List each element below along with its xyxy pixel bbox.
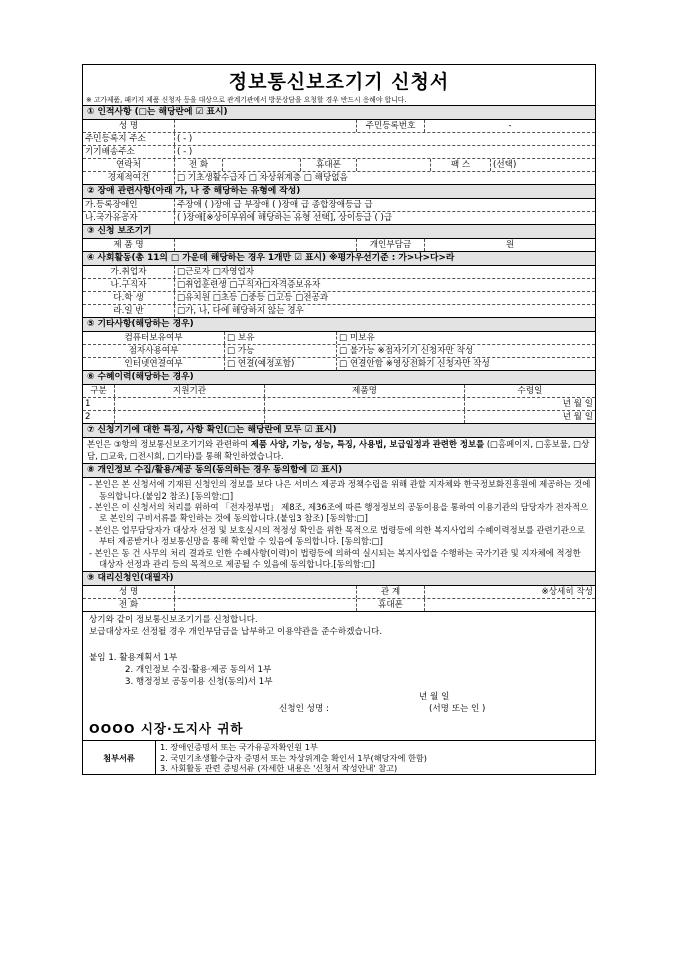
- activity-row: [83, 266, 595, 279]
- attachments-label: 첨부서류: [83, 741, 156, 774]
- contact-row: [83, 159, 595, 172]
- history-row: [83, 411, 595, 424]
- name-row: [83, 120, 595, 133]
- veteran-input[interactable]: ( )장애[※상이부위에 해당하는 유형 선택], 상이등급 ( )급: [177, 213, 393, 223]
- other-option-a[interactable]: □ 연결(예정포함): [225, 358, 337, 370]
- registered-disabled-input[interactable]: 주장애 ( )장애 급 부장애 ( )장애 급 종합장애등급 급: [177, 200, 373, 210]
- activity-row: [83, 279, 595, 292]
- activity-label: 나.구직자: [83, 279, 175, 291]
- other-option-a[interactable]: □ 보유: [225, 332, 337, 344]
- rrn-input[interactable]: -: [508, 121, 512, 131]
- phone-input[interactable]: [223, 159, 301, 171]
- history-col-product: 제품명: [265, 385, 465, 397]
- addressee: OOOO 시장·도지사 귀하: [83, 717, 595, 741]
- proxy-mobile-label: 휴대폰: [357, 599, 425, 611]
- name-label: 성 명: [83, 120, 175, 132]
- proxy-mobile-input[interactable]: [425, 599, 595, 611]
- economic-row: [83, 172, 595, 185]
- history-date-input[interactable]: 년 월 일: [562, 412, 593, 422]
- declaration-line-1: 상기와 같이 정보통신보조기기를 신청합니다.: [89, 615, 258, 626]
- history-product-input[interactable]: [265, 411, 465, 423]
- history-agency-input[interactable]: [115, 411, 265, 423]
- registered-disabled-label: 가.등록장애인: [83, 199, 175, 211]
- history-row-no: 2: [83, 411, 115, 423]
- economic-label: 경제적여건: [83, 172, 175, 184]
- history-header-row: [83, 385, 595, 398]
- proxy-phone-row: [83, 599, 595, 612]
- declaration-line-2: 보급대상자로 선정될 경우 개인부담금을 납부하고 이용약관을 준수하겠습니다.: [89, 627, 383, 638]
- consent-item[interactable]: - 본인은 이 신청서의 처리를 위하여 「전자정부법」 제8조, 제36조에 따른 행정정보의 공동이용을 통하여 이용기관의 담당자가 전자적으로 본인의 구비서류를 확인하는 것에 동의합니다.(붙임3 참조) [동의함:□]: [89, 502, 589, 524]
- application-form: [82, 64, 596, 775]
- veteran-row: [83, 212, 595, 225]
- activity-row: [83, 292, 595, 305]
- form-title: 정보통신보조기기 신청서: [228, 71, 450, 93]
- product-label: 제 품 명: [83, 239, 175, 251]
- copay-input[interactable]: 원: [505, 240, 515, 250]
- delivery-address-row: [83, 146, 595, 159]
- history-col-date: 수령일: [517, 386, 543, 396]
- other-row: [83, 345, 595, 358]
- history-row-no: 1: [83, 398, 115, 410]
- consent-item[interactable]: - 본인은 본 신청서에 기재된 신청인의 정보를 보다 나은 서비스 제공과 정책수립을 위해 관할 지자체와 한국정보화진흥원에 제공하는 것에 동의합니다.(붙임2 참조) [동의함:□]: [89, 479, 591, 501]
- fax-input[interactable]: (선택): [493, 160, 517, 170]
- reg-address-label: 주민등록지 주소: [83, 133, 175, 145]
- proxy-name-label: 성 명: [83, 586, 175, 598]
- proxy-name-input[interactable]: [175, 586, 357, 598]
- form-note: ※ 고가제품, 패키지 제품 신청자 등을 대상으로 관계기관에서 방문상담을 요청할 경우 반드시 응해야 합니다.: [83, 94, 595, 106]
- other-option-b[interactable]: □ 미보유: [339, 333, 375, 343]
- consent-item[interactable]: - 본인은 동 건 사무의 처리 결과로 인한 수혜사항(이력)이 법령등에 의하여 실시되는 복지사업을 수행하는 국가기관 및 지자체에 적정한 대상자 선정과 관리 등의 목적으로 제공될 수 있음에 동의합니다.[동의함:□]: [89, 547, 581, 570]
- registered-disabled-row: [83, 199, 595, 212]
- other-label: 인터넷연결여부: [83, 358, 225, 370]
- product-input[interactable]: [175, 239, 357, 251]
- other-option-a[interactable]: □ 가능: [225, 345, 337, 357]
- consent-list: [83, 478, 595, 572]
- fax-label: 팩 스: [431, 159, 491, 171]
- signature-field[interactable]: (서명 또는 인 ): [429, 704, 486, 715]
- attachment-item: 3. 사회활동 관련 증빙서류 (자세한 내용은 '신청서 작성안내' 참고): [160, 762, 398, 773]
- other-label: 점자사용여부: [83, 345, 225, 357]
- other-option-b[interactable]: □ 불가능 ※점자기기 신청자만 작성: [339, 346, 474, 356]
- mobile-input[interactable]: [357, 159, 431, 171]
- history-product-input[interactable]: [265, 398, 465, 410]
- section-8-header: ⑧ 개인정보 수집/활용/제공 동의(동의하는 경우 동의함에 ☑ 표시): [83, 464, 595, 478]
- rrn-label: 주민등록번호: [357, 120, 425, 132]
- other-row: [83, 332, 595, 345]
- confirmation-text[interactable]: [83, 438, 595, 464]
- proxy-relation-input[interactable]: ※상세히 작성: [541, 587, 593, 598]
- name-input[interactable]: [175, 120, 357, 132]
- attachment-line-1: 붙임 1. 활용계획서 1부: [89, 653, 178, 664]
- section-5-header: ⑤ 기타사항(해당하는 경우): [83, 318, 595, 332]
- activity-options[interactable]: □유치원 □초등 □중등 □고등 □전공과: [177, 293, 329, 303]
- confirmation-text-a: 본인은 ③항의 정보통신보조기기와 관련하여: [87, 439, 251, 449]
- other-row: [83, 358, 595, 371]
- other-option-b[interactable]: □ 연결안함 ※영상전화기 신청자만 작성: [339, 359, 490, 369]
- phone-label: 전 화: [175, 159, 223, 171]
- section-9-header: ⑨ 대리신청인(대필자): [83, 572, 595, 586]
- consent-item[interactable]: - 본인은 업무담당자가 대상자 선정 및 보호실시의 적정성 확인을 위한 목적으로 법령등에 의한 복지사업의 수혜이력정보를 관련기관으로부터 제공받거나 정보통신망을 통해 확인할 수 있음에 동의합니다. [동의함:□]: [89, 524, 586, 547]
- activity-label: 다.학 생: [83, 292, 175, 304]
- history-row: [83, 398, 595, 411]
- reg-address-input[interactable]: ( - ): [177, 134, 193, 144]
- history-col-agency: 지원기관: [115, 385, 265, 397]
- other-label: 컴퓨터보유여부: [83, 332, 225, 344]
- attachments-list: [156, 741, 595, 774]
- application-date[interactable]: 년 월 일: [419, 692, 450, 703]
- section-4-header: ④ 사회활동(총 11의 □ 가운데 해당하는 경우 1개만 ☑ 표시) ※평가우선기준 : 가>나>다>라: [83, 252, 595, 266]
- proxy-name-row: [83, 586, 595, 599]
- history-date-input[interactable]: 년 월 일: [562, 399, 593, 409]
- proxy-relation-label: 관 계: [357, 586, 425, 598]
- reg-address-row: [83, 133, 595, 146]
- attachment-line-2: 2. 개인정보 수집·활용·제공 동의서 1부: [125, 665, 272, 676]
- history-col-no: 구분: [83, 385, 115, 397]
- confirmation-text-b: 제품 사양, 기능, 성능, 특징, 사용법, 보급일정과 관련한 정보를: [250, 439, 485, 449]
- activity-options[interactable]: □근로자 □자영업자: [177, 267, 255, 277]
- confirmation-text-c: (□홈페이지, □홍보물, □상담, □교육, □전시회, □기타)를 통해 확인하였습니다.: [87, 439, 590, 461]
- delivery-address-input[interactable]: ( - ): [177, 147, 193, 157]
- activity-options[interactable]: □취업훈련생 □구직자□자격증보유자: [177, 280, 321, 290]
- section-1-header: ① 인적사항 (□는 해당란에 ☑ 표시): [83, 106, 595, 120]
- contact-label: 연락처: [83, 159, 175, 171]
- applicant-label: 신청인 성명 :: [279, 704, 329, 715]
- activity-label: 라.일 반: [83, 305, 175, 317]
- activity-options[interactable]: □가, 나, 다에 해당하지 않는 경우: [177, 306, 304, 316]
- declaration: [83, 612, 595, 717]
- product-row: [83, 239, 595, 252]
- copay-label: 개인부담금: [357, 239, 425, 251]
- attachments-block: [83, 741, 595, 774]
- attachment-item: 1. 장애인증명서 또는 국가유공자확인원 1부: [160, 742, 318, 753]
- delivery-address-label: 기기배송주소: [83, 146, 175, 158]
- section-7-header: ⑦ 신청기기에 대한 특징, 사항 확인(□는 해당란에 모두 ☑ 표시): [83, 424, 595, 438]
- section-6-header: ⑥ 수혜이력(해당하는 경우): [83, 371, 595, 385]
- section-3-header: ③ 신청 보조기기: [83, 225, 595, 239]
- economic-options[interactable]: □ 기초생활수급자 □ 차상위계층 □ 해당없음: [177, 173, 348, 183]
- proxy-phone-input[interactable]: [175, 599, 357, 611]
- attachment-item: 2. 국민기초생활수급자 증명서 또는 차상위계층 확인서 1부(해당자에 한함): [160, 752, 427, 763]
- signature-row: [89, 703, 589, 715]
- section-2-header: ② 장애 관련사항(아래 가, 나 중 해당하는 유형에 작성): [83, 185, 595, 199]
- proxy-phone-label: 전 화: [83, 599, 175, 611]
- activity-label: 가.취업자: [83, 266, 175, 278]
- history-agency-input[interactable]: [115, 398, 265, 410]
- veteran-label: 나.국가유공자: [83, 212, 175, 224]
- attachment-line-3: 3. 행정정보 공동이용 신청(동의)서 1부: [125, 677, 273, 688]
- mobile-label: 휴대폰: [301, 159, 357, 171]
- activity-row: [83, 305, 595, 318]
